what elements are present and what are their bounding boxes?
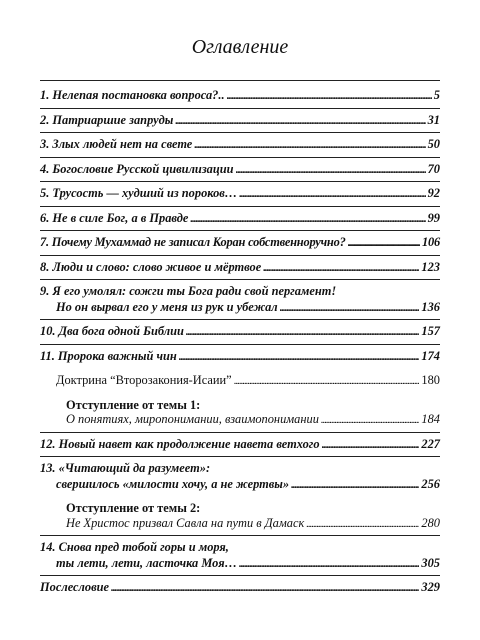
toc-entry-2[interactable] [40,113,440,130]
entry-divider [40,279,440,280]
toc-entry-page: 50 [427,137,440,151]
toc-entry-11[interactable] [40,349,440,366]
dot-leader [236,162,426,179]
toc-entry-page: 99 [427,210,440,225]
entry-divider [40,108,440,109]
entry-divider [40,157,440,158]
toc-entry-page: 329 [421,580,440,594]
dot-leader [263,260,419,277]
entry-divider [40,575,440,576]
toc-entry-5[interactable] [40,186,440,203]
toc-entry-title: Доктрина “Второзакония-Исаии” [56,373,232,387]
toc-entry-title: 4. Богословие Русской цивилизации [40,161,234,176]
dot-leader [179,349,420,366]
toc-entry-page: 305 [421,555,440,570]
dot-leader [175,113,425,130]
toc-entry-title: 1. Нелепая постановка вопроса?.. [40,88,225,102]
dot-leader [321,412,419,429]
entry-divider [40,432,440,433]
entry-divider [40,535,440,536]
dot-leader [291,477,419,494]
toc-entry-4[interactable] [40,162,440,179]
entry-divider [40,255,440,256]
toc-entry-10[interactable] [40,324,440,341]
toc-entry-14[interactable] [40,540,440,572]
toc-entry-title-cont: свершилось «милости хочу, а не жертвы» [56,476,290,491]
toc-entry-page: 174 [421,348,440,363]
toc-entry-title: 13. «Читающий да разумеет»: [40,461,211,475]
toc-entry-page: 92 [427,186,440,200]
dot-leader [239,556,419,573]
toc-subentry-doctrine[interactable] [40,373,440,390]
toc-entry-title: Послесловие [40,580,110,594]
toc-entry-title: 10. Два бога одной Библии [40,324,184,338]
entry-divider [40,230,440,231]
toc-entry-12[interactable] [40,437,440,454]
dot-leader [234,373,420,390]
toc-entry-page: 184 [421,412,440,426]
toc-entry-title-cont: ты лети, лети, ласточка Моя… [56,555,237,570]
top-rule [40,80,440,81]
toc-entry-page: 280 [421,515,440,530]
digression-heading: Отступление от темы 2: [66,501,201,515]
entry-divider [40,319,440,320]
dot-leader [186,324,420,341]
toc-entry-page: 256 [421,476,440,491]
toc-entry-page: 227 [421,436,440,451]
page-title: Оглавление [191,36,289,58]
dot-leader [111,580,419,597]
dot-leader [239,186,425,203]
toc-digression-1[interactable] [40,398,440,429]
toc-entry-13[interactable] [40,461,440,493]
toc-entry-title: О понятиях, миропонимании, взаимопонимании [66,412,319,426]
toc-entry-9[interactable] [40,284,440,316]
dot-leader [322,437,420,454]
toc-entry-title: 2. Патриаршие запруды [40,112,174,127]
dot-leader [190,211,425,228]
toc-entry-title: 11. Пророка важный чин [40,348,177,363]
toc-entry-title: 7. Почему Мухаммад не записал Коран собственноручно? [40,235,346,249]
toc-digression-2[interactable] [40,501,440,532]
entry-divider [40,181,440,182]
toc-entry-3[interactable] [40,137,440,154]
toc-entry-page: 31 [427,112,440,127]
toc-entry-title: 3. Злых людей нет на свете [40,137,193,151]
toc-entry-1[interactable] [40,88,440,105]
toc-entry-title: Не Христос призвал Савла на пути в Дамаск [66,515,305,530]
toc-entry-7[interactable] [40,235,440,252]
toc-entry-title: 9. Я его умолял: сожги ты Бога ради свой пергамент! [40,284,337,298]
toc-entry-page: 136 [421,299,440,314]
dot-leader [348,235,420,252]
toc-entry-afterword[interactable] [40,580,440,597]
toc-entry-page: 70 [427,161,440,176]
entry-divider [40,206,440,207]
digression-heading: Отступление от темы 1: [66,397,201,412]
toc-entry-page: 5 [433,88,440,102]
toc-entry-page: 123 [421,259,440,274]
toc-entry-title: 8. Люди и слово: слово живое и мёртвое [40,259,262,274]
table-of-contents [40,88,440,605]
toc-entry-title-cont: Но он вырвал его у меня из рук и убежал [56,299,278,314]
toc-entry-title: 5. Трусость — худший из пороков… [40,186,238,200]
dot-leader [227,88,432,105]
toc-entry-title: 12. Новый навет как продолжение навета ветхого [40,436,320,451]
toc-entry-8[interactable] [40,260,440,277]
entry-divider [40,344,440,345]
toc-entry-page: 106 [422,235,440,249]
toc-entry-6[interactable] [40,211,440,228]
dot-leader [194,137,425,154]
toc-entry-title: 14. Снова пред тобой горы и моря, [40,540,229,554]
toc-entry-title: 6. Не в силе Бог, а в Правде [40,210,189,225]
dot-leader [280,300,420,317]
entry-divider [40,132,440,133]
dot-leader [306,516,419,533]
toc-entry-page: 180 [421,373,440,387]
entry-divider [40,456,440,457]
toc-entry-page: 157 [421,324,440,338]
